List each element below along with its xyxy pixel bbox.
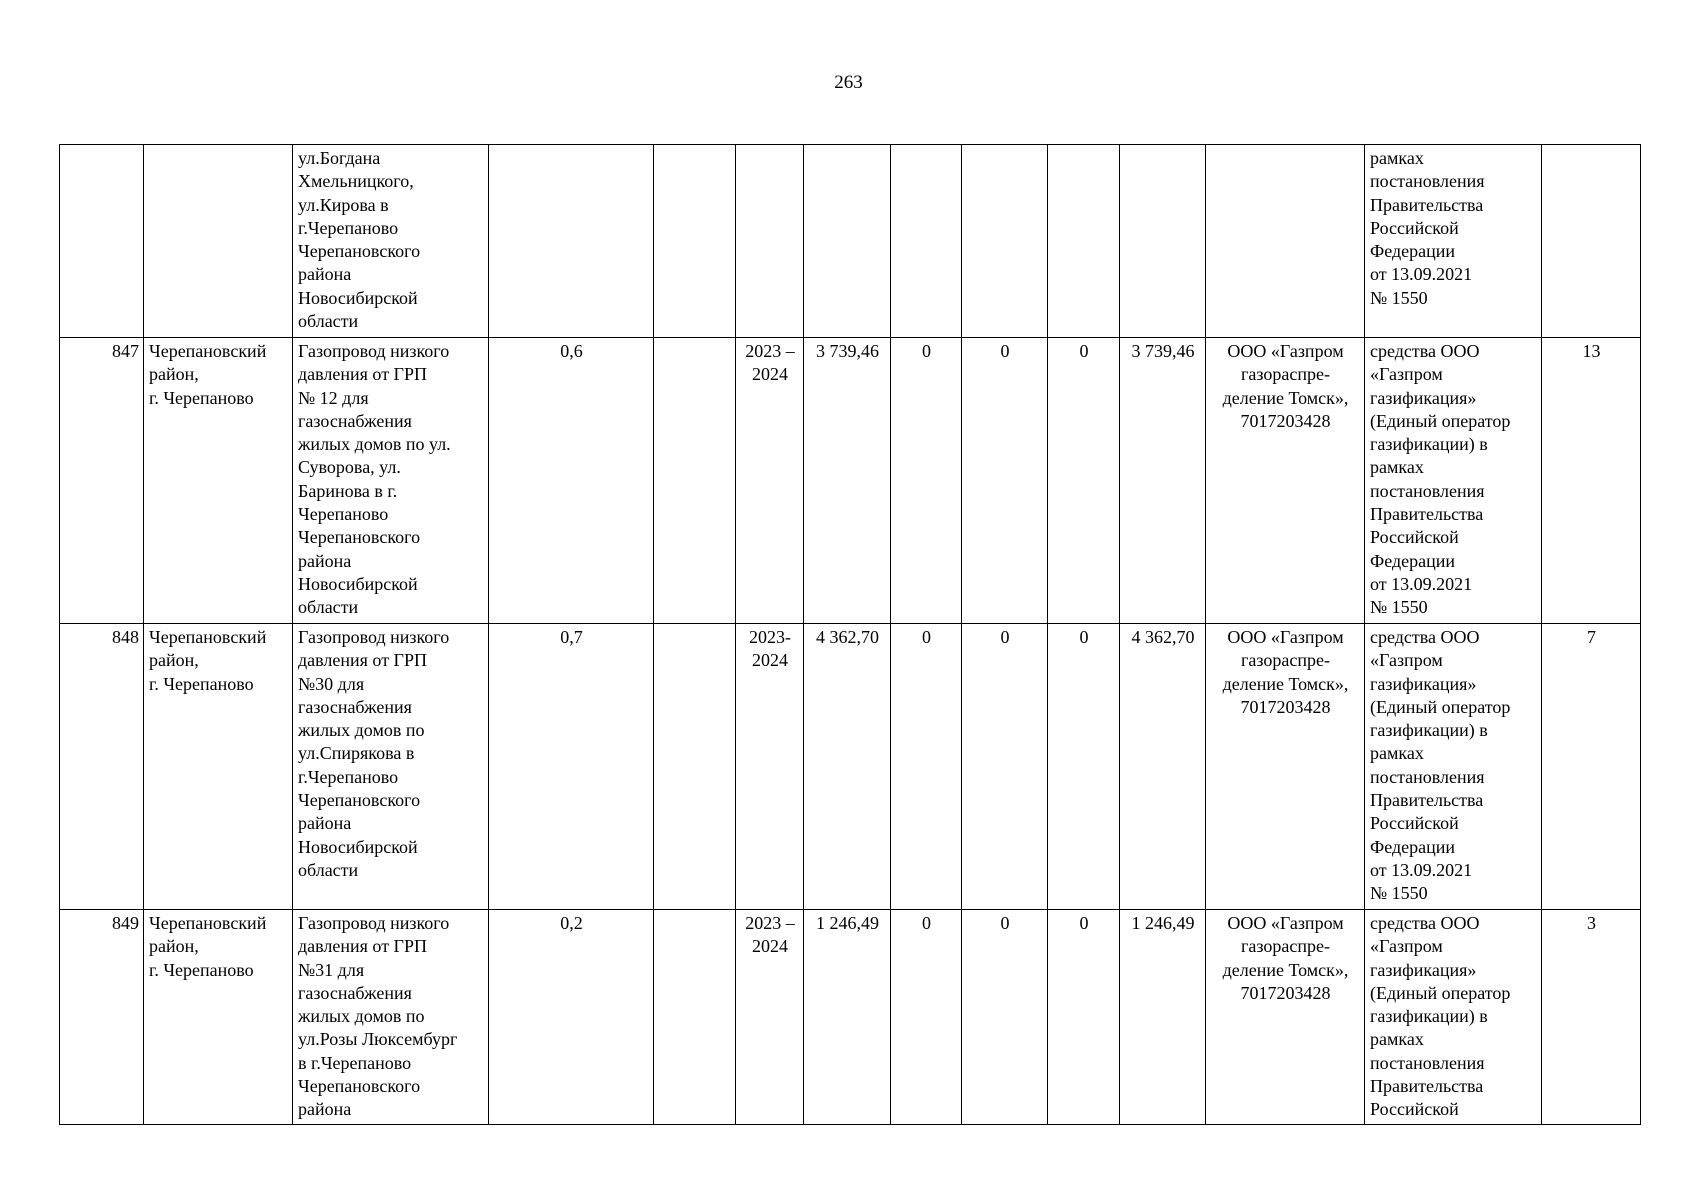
cell-source: средства ООО «Газпром газификация» (Единый оператор газификации) в рамках постановления Правительства Российской Федерации от 13.09.2021 № 1550 <box>1365 624 1542 910</box>
cell-extrabudget <box>1120 145 1206 338</box>
cell-col5 <box>654 338 736 624</box>
table-row <box>60 624 1641 910</box>
cell-length: 0,7 <box>489 624 654 910</box>
cell-federal: 0 <box>891 338 962 624</box>
cell-regional: 0 <box>962 910 1048 1125</box>
cell-object: ул.Богдана Хмельницкого, ул.Кирова в г.Черепаново Черепановского района Новосибирской области <box>293 145 489 338</box>
cell-source: средства ООО «Газпром газификация» (Единый оператор газификации) в рамках постановления Правительства Российской <box>1365 910 1542 1125</box>
cell-last: 3 <box>1542 910 1641 1125</box>
cell-local <box>1048 145 1120 338</box>
cell-regional: 0 <box>962 624 1048 910</box>
cell-district: Черепановский район, г. Черепаново <box>144 338 293 624</box>
cell-last: 13 <box>1542 338 1641 624</box>
cell-object: Газопровод низкого давления от ГРП №30 для газоснабжения жилых домов по ул.Спирякова в г.Черепаново Черепановского района Новосибирской области <box>293 624 489 910</box>
cell-years <box>736 145 804 338</box>
cell-col5 <box>654 910 736 1125</box>
cell-district: Черепановский район, г. Черепаново <box>144 624 293 910</box>
page-number: 263 <box>834 72 863 93</box>
cell-total: 1 246,49 <box>804 910 891 1125</box>
cell-extrabudget: 3 739,46 <box>1120 338 1206 624</box>
cell-local: 0 <box>1048 910 1120 1125</box>
cell-last <box>1542 145 1641 338</box>
cell-years: 2023 – 2024 <box>736 338 804 624</box>
cell-federal: 0 <box>891 624 962 910</box>
cell-extrabudget: 4 362,70 <box>1120 624 1206 910</box>
cell-local: 0 <box>1048 624 1120 910</box>
cell-number <box>60 145 144 338</box>
cell-source: рамках постановления Правительства Российской Федерации от 13.09.2021 № 1550 <box>1365 145 1542 338</box>
cell-executor <box>1206 145 1365 338</box>
cell-years: 2023- 2024 <box>736 624 804 910</box>
cell-number: 849 <box>60 910 144 1125</box>
cell-last: 7 <box>1542 624 1641 910</box>
cell-object: Газопровод низкого давления от ГРП № 12 для газоснабжения жилых домов по ул. Суворова, ул. Баринова в г. Черепаново Черепановского района Новосибирской области <box>293 338 489 624</box>
cell-regional <box>962 145 1048 338</box>
table-row <box>60 338 1641 624</box>
cell-regional: 0 <box>962 338 1048 624</box>
table-row <box>60 910 1641 1125</box>
cell-object: Газопровод низкого давления от ГРП №31 для газоснабжения жилых домов по ул.Розы Люксембург в г.Черепаново Черепановского района <box>293 910 489 1125</box>
cell-total <box>804 145 891 338</box>
cell-col5 <box>654 145 736 338</box>
cell-number: 847 <box>60 338 144 624</box>
cell-extrabudget: 1 246,49 <box>1120 910 1206 1125</box>
cell-col5 <box>654 624 736 910</box>
cell-federal: 0 <box>891 910 962 1125</box>
cell-length: 0,2 <box>489 910 654 1125</box>
cell-years: 2023 – 2024 <box>736 910 804 1125</box>
cell-source: средства ООО «Газпром газификация» (Единый оператор газификации) в рамках постановления Правительства Российской Федерации от 13.09.2021 № 1550 <box>1365 338 1542 624</box>
cell-executor: ООО «Газпром газораспре- деление Томск», 7017203428 <box>1206 910 1365 1125</box>
gas-pipeline-table <box>59 144 1641 1125</box>
cell-executor: ООО «Газпром газораспре- деление Томск», 7017203428 <box>1206 338 1365 624</box>
cell-executor: ООО «Газпром газораспре- деление Томск», 7017203428 <box>1206 624 1365 910</box>
cell-number: 848 <box>60 624 144 910</box>
cell-length <box>489 145 654 338</box>
cell-federal <box>891 145 962 338</box>
cell-total: 4 362,70 <box>804 624 891 910</box>
cell-total: 3 739,46 <box>804 338 891 624</box>
cell-district: Черепановский район, г. Черепаново <box>144 910 293 1125</box>
cell-district <box>144 145 293 338</box>
cell-local: 0 <box>1048 338 1120 624</box>
table-row <box>60 145 1641 338</box>
cell-length: 0,6 <box>489 338 654 624</box>
